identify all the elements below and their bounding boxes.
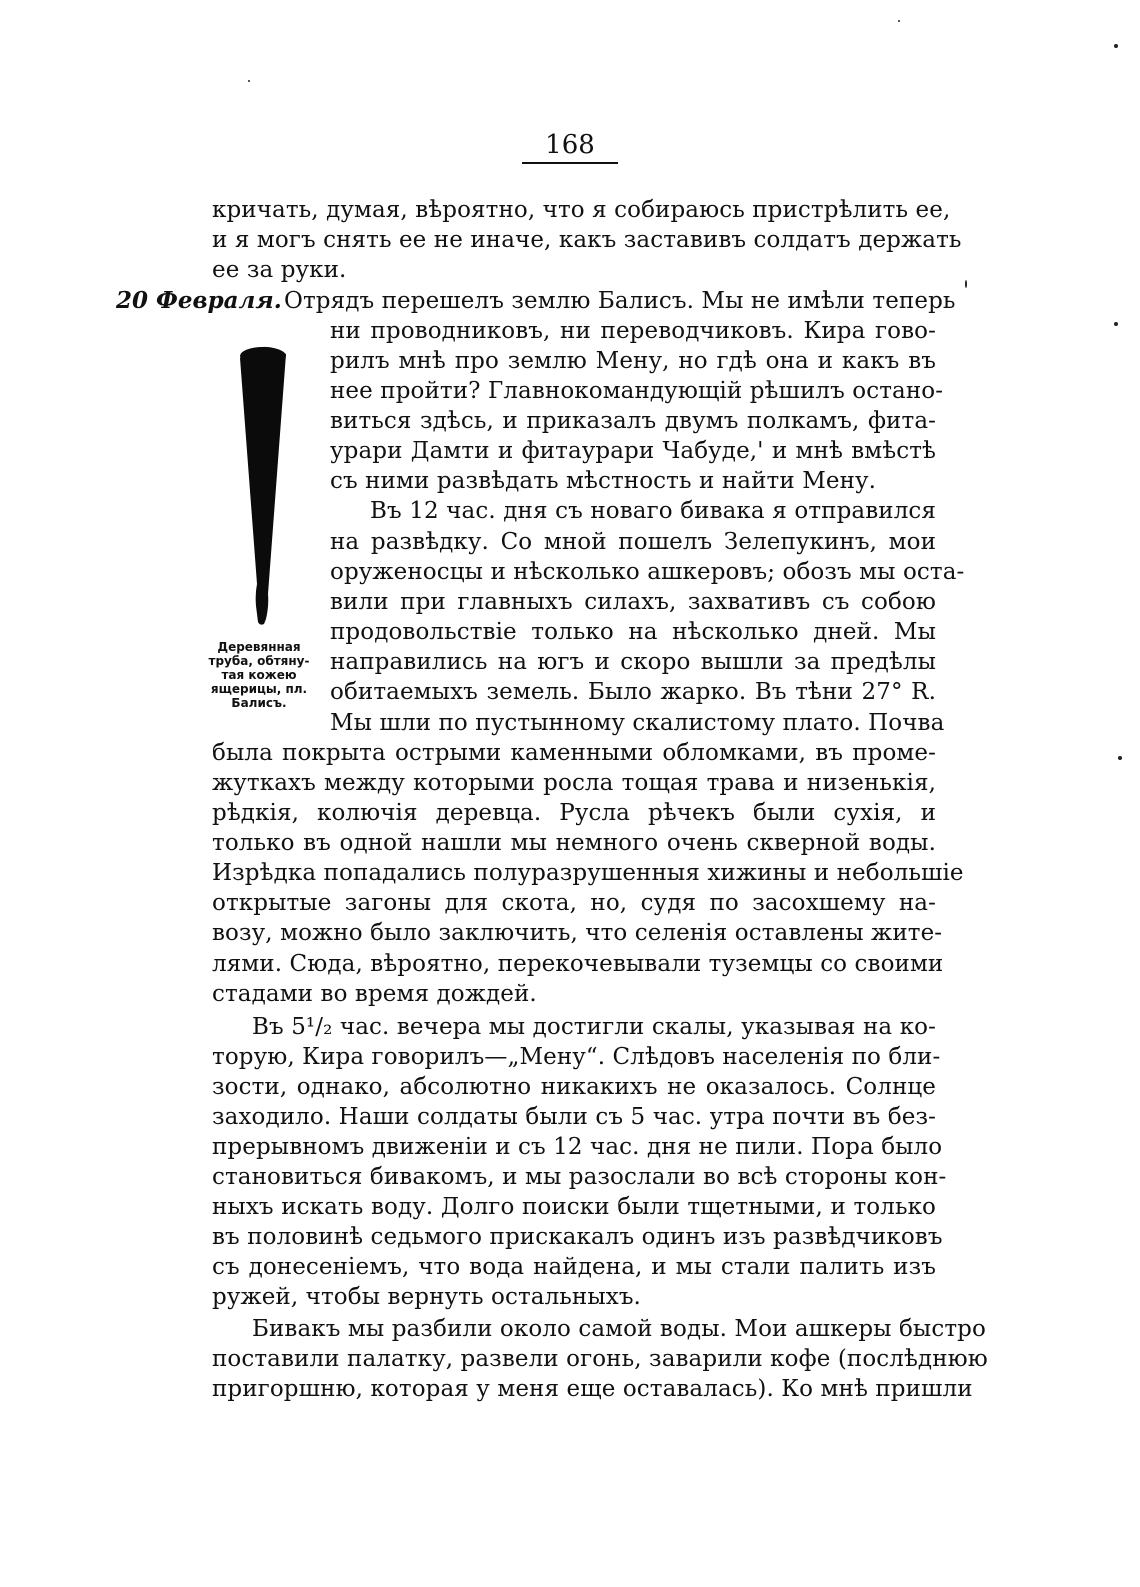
- caption-line: тая кожею: [221, 668, 297, 682]
- text-line: Бивакъ мы разбили около самой воды. Мои ашкеры быстро: [252, 1316, 986, 1342]
- text-line: нее пройти? Главнокомандующій рѣшилъ остано-: [330, 378, 944, 404]
- text-line: только въ одной нашли мы немного очень скверной воды.: [212, 830, 936, 856]
- text-line: торую, Кира говорилъ—„Мену“. Слѣдовъ населенія по бли-: [212, 1044, 941, 1070]
- text-line: вили при главныхъ силахъ, захвативъ съ собою: [330, 589, 936, 615]
- text-line: ружей, чтобы вернуть остальныхъ.: [212, 1284, 641, 1310]
- text-line: прерывномъ движеніи и съ 12 час. дня не пили. Пора было: [212, 1134, 943, 1160]
- scan-speck: [965, 280, 967, 288]
- text-line: рилъ мнѣ про землю Мену, но гдѣ она и какъ въ: [330, 348, 936, 374]
- text-line: была покрыта острыми каменными обломками, въ проме-: [212, 740, 936, 766]
- scan-speck: [1114, 322, 1118, 326]
- text-line: открытые загоны для скота, но, судя по засохшему на-: [212, 890, 936, 916]
- text-line: Изрѣдка попадались полуразрушенныя хижины и небольшіе: [212, 860, 964, 886]
- text-line: рѣдкія, колючія деревца. Русла рѣчекъ были сухія, и: [212, 800, 936, 826]
- text-line: лями. Сюда, вѣроятно, перекочевывали туземцы со своими: [212, 951, 944, 977]
- scan-speck: [898, 20, 900, 22]
- text-line: и я могъ снять ее не иначе, какъ заставивъ солдатъ держать: [212, 227, 962, 253]
- date-label: 20 Февраля.: [116, 287, 282, 314]
- text-line: ныхъ искать воду. Долго поиски были тщетными, и только: [212, 1194, 936, 1220]
- scan-speck: [1114, 44, 1118, 48]
- text-line: Въ 12 час. дня съ новаго бивака я отправился: [370, 498, 936, 524]
- text-line: пригоршню, которая у меня еще оставалась). Ко мнѣ пришли: [212, 1376, 973, 1402]
- text-line: зости, однако, абсолютно никакихъ не оказалось. Солнце: [212, 1074, 936, 1100]
- caption-line: труба, обтяну-: [208, 654, 310, 668]
- text-line: съ ними развѣдать мѣстность и найти Мену.: [330, 468, 877, 494]
- text-line: становиться бивакомъ, и мы разослали во всѣ стороны кон-: [212, 1164, 947, 1190]
- text-line: урари Дамти и фитаурари Чабуде,' и мнѣ вмѣстѣ: [330, 438, 936, 464]
- text-line: виться здѣсь, и приказалъ двумъ полкамъ, фита-: [330, 408, 936, 434]
- page-number: 168: [522, 128, 618, 164]
- text-line: на развѣдку. Со мной пошелъ Зелепукинъ, мои: [330, 529, 936, 555]
- text-line: обитаемыхъ земель. Было жарко. Въ тѣни 27° R.: [330, 679, 936, 705]
- text-line: съ донесеніемъ, что вода найдена, и мы стали палить изъ: [212, 1254, 936, 1280]
- scan-speck: [248, 80, 250, 82]
- text-line: продовольствіе только на нѣсколько дней. Мы: [330, 619, 936, 645]
- caption-line: Деревянная: [217, 640, 301, 654]
- text-line: жуткахъ между которыми росла тощая трава и низенькія,: [212, 770, 936, 796]
- scan-speck: [1118, 756, 1122, 760]
- text-line: поставили палатку, развели огонь, заварили кофе (послѣднюю: [212, 1346, 988, 1372]
- text-line: возу, можно было заключить, что селенія оставлены жите-: [212, 920, 943, 946]
- caption-line: ящерицы, пл.: [210, 682, 308, 696]
- text-line: Въ 5¹/₂ час. вечера мы достигли скалы, указывая на ко-: [252, 1014, 936, 1040]
- text-line: Мы шли по пустынному скалистому плато. Почва: [330, 710, 945, 736]
- text-line: ни проводниковъ, ни переводчиковъ. Кира гово-: [330, 318, 936, 344]
- illustration-caption: [196, 640, 322, 710]
- text-line: ее за руки.: [212, 257, 347, 283]
- text-line: Отрядъ перешелъ землю Балисъ. Мы не имѣли теперь: [284, 288, 956, 314]
- text-line: въ половинѣ седьмого прискакалъ одинъ изъ развѣдчиковъ: [212, 1224, 943, 1250]
- caption-line: Балисъ.: [231, 696, 287, 710]
- text-line: заходило. Наши солдаты были съ 5 час. утра почти въ без-: [212, 1104, 936, 1130]
- text-line: кричать, думая, вѣроятно, что я собираюсь пристрѣлить ее,: [212, 197, 951, 223]
- text-line: оруженосцы и нѣсколько ашкеровъ; обозъ мы оста-: [330, 559, 965, 585]
- text-line: направились на югъ и скоро вышли за предѣлы: [330, 649, 936, 675]
- wooden-trumpet-illustration: [238, 344, 298, 629]
- text-line: стадами во время дождей.: [212, 981, 537, 1007]
